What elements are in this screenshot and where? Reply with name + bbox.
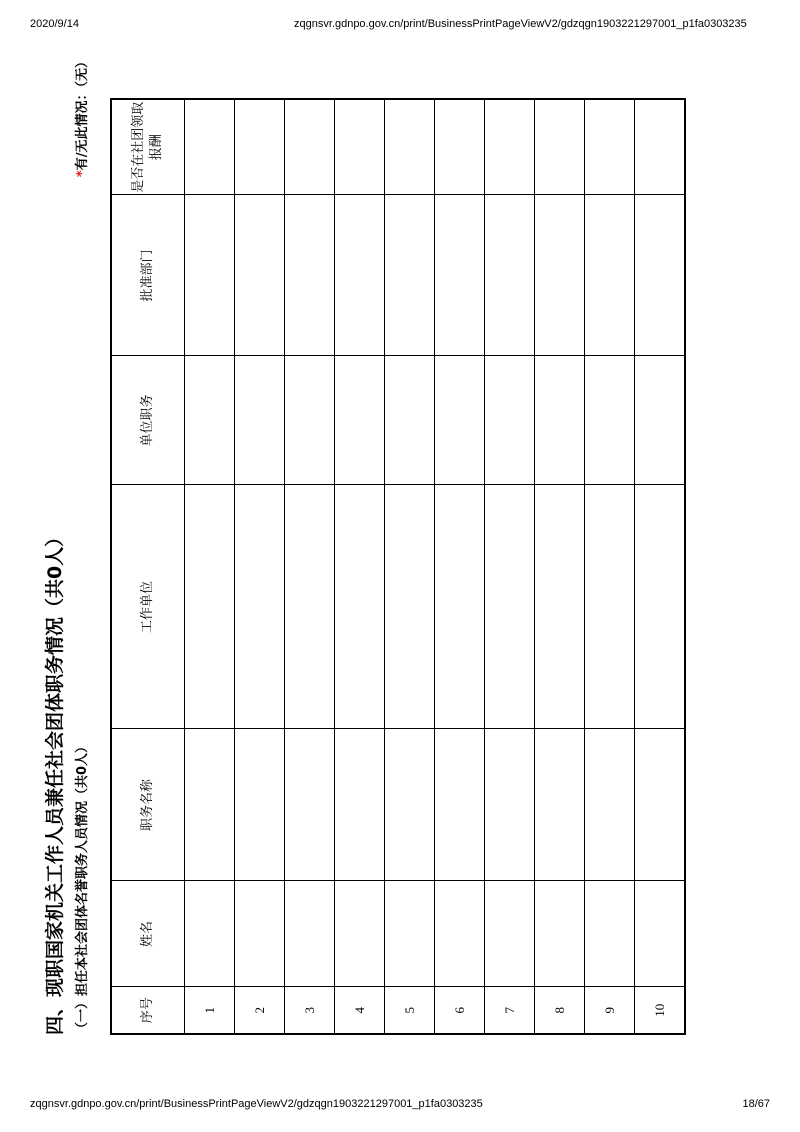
header-name: 姓名 bbox=[111, 881, 185, 987]
table-cell bbox=[185, 729, 235, 881]
table-cell bbox=[485, 881, 535, 987]
table-cell bbox=[335, 99, 385, 195]
table-row bbox=[485, 99, 535, 1034]
table-cell bbox=[235, 356, 285, 485]
table-cell bbox=[285, 729, 335, 881]
print-header bbox=[30, 18, 770, 32]
table-cell bbox=[635, 99, 686, 195]
section-subtitle: （一）担任本社会团体名誉职务人员情况（共0人） bbox=[75, 739, 90, 1035]
table-row bbox=[635, 99, 686, 1034]
table-cell bbox=[285, 881, 335, 987]
table-cell bbox=[585, 729, 635, 881]
table-cell bbox=[385, 195, 435, 356]
table-cell bbox=[235, 485, 285, 729]
table-row bbox=[535, 99, 585, 1034]
row-index: 2 bbox=[235, 987, 285, 1034]
table-cell bbox=[585, 485, 635, 729]
table-cell bbox=[235, 195, 285, 356]
table-cell bbox=[385, 356, 435, 485]
row-index: 10 bbox=[635, 987, 686, 1034]
print-footer bbox=[30, 1098, 770, 1112]
header-position-title: 职务名称 bbox=[111, 729, 185, 881]
rotated-page-content bbox=[40, 55, 760, 1035]
table-cell bbox=[635, 356, 686, 485]
table-cell bbox=[635, 881, 686, 987]
header-work-unit: 工作单位 bbox=[111, 485, 185, 729]
row-index: 7 bbox=[485, 987, 535, 1034]
table-row bbox=[385, 99, 435, 1034]
table-cell bbox=[485, 356, 535, 485]
table-cell bbox=[235, 99, 285, 195]
table-cell bbox=[385, 99, 435, 195]
table-cell bbox=[435, 485, 485, 729]
table-cell bbox=[635, 195, 686, 356]
table-cell bbox=[335, 729, 385, 881]
table-cell bbox=[485, 729, 535, 881]
row-index: 8 bbox=[535, 987, 585, 1034]
table-cell bbox=[435, 195, 485, 356]
table-cell bbox=[435, 99, 485, 195]
required-star: * bbox=[75, 170, 90, 178]
table-cell bbox=[435, 356, 485, 485]
row-index: 4 bbox=[335, 987, 385, 1034]
table-cell bbox=[485, 195, 535, 356]
table-cell bbox=[285, 356, 335, 485]
table-cell bbox=[385, 485, 435, 729]
print-header-url: zqgnsvr.gdnpo.gov.cn/print/BusinessPrintPageViewV2/gdzqgn1903221297001_p1fa0303235 bbox=[294, 18, 747, 30]
table-header-row bbox=[111, 99, 185, 1034]
table-cell bbox=[335, 195, 385, 356]
table-cell bbox=[535, 195, 585, 356]
header-approving-department: 批准部门 bbox=[111, 195, 185, 356]
table-cell bbox=[385, 729, 435, 881]
table-cell bbox=[635, 729, 686, 881]
table-cell bbox=[335, 485, 385, 729]
table-cell bbox=[585, 881, 635, 987]
table-cell bbox=[535, 356, 585, 485]
status-label: 有/无此情况：（无） bbox=[75, 55, 90, 171]
table-cell bbox=[235, 881, 285, 987]
table-cell bbox=[185, 356, 235, 485]
table-cell bbox=[285, 195, 335, 356]
table-cell bbox=[185, 881, 235, 987]
table-row bbox=[335, 99, 385, 1034]
table-row bbox=[585, 99, 635, 1034]
table-row bbox=[235, 99, 285, 1034]
table-cell bbox=[435, 881, 485, 987]
table-cell bbox=[335, 356, 385, 485]
table-cell bbox=[435, 729, 485, 881]
row-index: 1 bbox=[185, 987, 235, 1034]
table-cell bbox=[535, 881, 585, 987]
table-cell bbox=[335, 881, 385, 987]
header-index: 序号 bbox=[111, 987, 185, 1034]
table-cell bbox=[235, 729, 285, 881]
table-cell bbox=[635, 485, 686, 729]
table-cell bbox=[385, 881, 435, 987]
row-index: 9 bbox=[585, 987, 635, 1034]
table-cell bbox=[535, 99, 585, 195]
table-cell bbox=[185, 99, 235, 195]
table-cell bbox=[585, 195, 635, 356]
table-cell bbox=[585, 99, 635, 195]
table-cell bbox=[485, 485, 535, 729]
table-cell bbox=[535, 729, 585, 881]
print-footer-url: zqgnsvr.gdnpo.gov.cn/print/BusinessPrintPageViewV2/gdzqgn1903221297001_p1fa0303235 bbox=[30, 1098, 483, 1110]
table-row bbox=[185, 99, 235, 1034]
table-row bbox=[435, 99, 485, 1034]
table-cell bbox=[185, 195, 235, 356]
table-cell bbox=[285, 485, 335, 729]
header-unit-position: 单位职务 bbox=[111, 356, 185, 485]
table-cell bbox=[585, 356, 635, 485]
table-cell bbox=[285, 99, 335, 195]
page-number: 18/67 bbox=[742, 1098, 770, 1110]
header-paid-by-association: 是否在社团领取报酬 bbox=[111, 99, 185, 195]
table-cell bbox=[535, 485, 585, 729]
row-index: 3 bbox=[285, 987, 335, 1034]
row-index: 6 bbox=[435, 987, 485, 1034]
honorary-positions-table bbox=[110, 98, 686, 1035]
status-indicator bbox=[70, 55, 96, 177]
table-cell bbox=[185, 485, 235, 729]
section-title: 四、现职国家机关工作人员兼任社会团体职务情况（共0人） bbox=[44, 527, 66, 1035]
print-date: 2020/9/14 bbox=[30, 18, 79, 30]
row-index: 5 bbox=[385, 987, 435, 1034]
table-cell bbox=[485, 99, 535, 195]
table-row bbox=[285, 99, 335, 1034]
